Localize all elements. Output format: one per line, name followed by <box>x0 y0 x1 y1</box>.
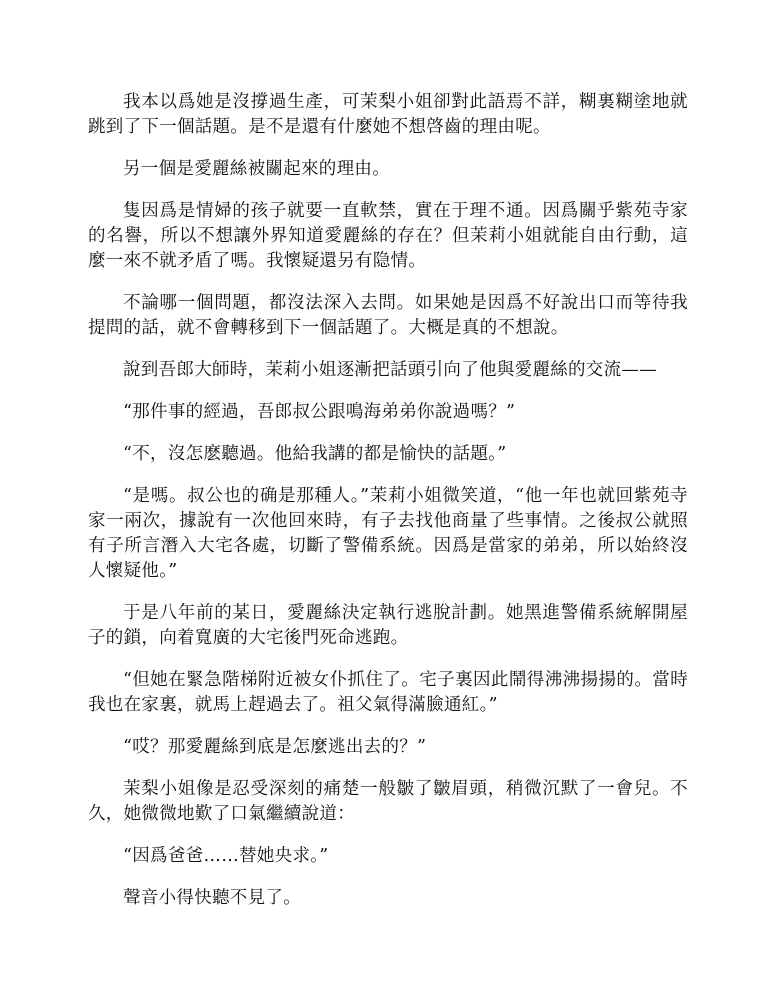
paragraph: “因爲爸爸……替她央求。” <box>123 846 329 866</box>
paragraph: 于是八年前的某日，愛麗絲決定執行逃脫計劃。她黑進警備系統解開屋子的鎖，向着寬廣的大宅後門死命逃跑。 <box>88 603 688 648</box>
paragraph: “但她在緊急階梯附近被女仆抓住了。宅子裏因此鬧得沸沸揚揚的。當時我也在家裏，就馬上趕過去了。祖父氣得滿臉通紅。” <box>88 670 688 715</box>
paragraph: “哎？那愛麗絲到底是怎麼逃出去的？” <box>123 737 427 757</box>
document-page <box>88 90 688 928</box>
paragraph: 我本以爲她是沒撐過生產，可茉梨小姐卻對此語焉不詳，糊裏糊塗地就跳到了下一個話題。是不是還有什麼她不想啓齒的理由呢。 <box>88 92 688 137</box>
paragraph: 聲音小得快聽不見了。 <box>123 888 301 908</box>
paragraph: “那件事的經過，吾郎叔公跟鳴海弟弟你說過嗎？” <box>123 402 516 422</box>
paragraph: 另一個是愛麗絲被關起來的理由。 <box>123 159 390 179</box>
paragraph: 茉梨小姐像是忍受深刻的痛楚一般皺了皺眉頭，稍微沉默了一會兒。不久，她微微地歎了口氣繼續說道： <box>88 779 688 824</box>
paragraph: 隻因爲是情婦的孩子就要一直軟禁，實在于理不通。因爲關乎紫苑寺家的名譽，所以不想讓外界知道愛麗絲的存在？但茉莉小姐就能自由行動，這麼一來不就矛盾了嗎。我懷疑還另有隐情。 <box>88 201 688 271</box>
paragraph: “是嗎。叔公也的确是那種人。”茉莉小姐微笑道，“他一年也就回紫苑寺家一兩次，據說有一次他回來時，有子去找他商量了些事情。之後叔公就照有子所言潛入大宅各處，切斷了警備系統。因爲是當家的弟弟，所以始終沒人懷疑他。” <box>88 486 688 581</box>
paragraph: 說到吾郎大師時，茉莉小姐逐漸把話頭引向了他與愛麗絲的交流—— <box>123 360 657 380</box>
paragraph: “不，沒怎麽聽過。他給我講的都是愉快的話題。” <box>123 444 507 464</box>
paragraph: 不論哪一個問題，都沒法深入去問。如果她是因爲不好說出口而等待我提問的話，就不會轉移到下一個話題了。大概是真的不想說。 <box>88 293 688 338</box>
